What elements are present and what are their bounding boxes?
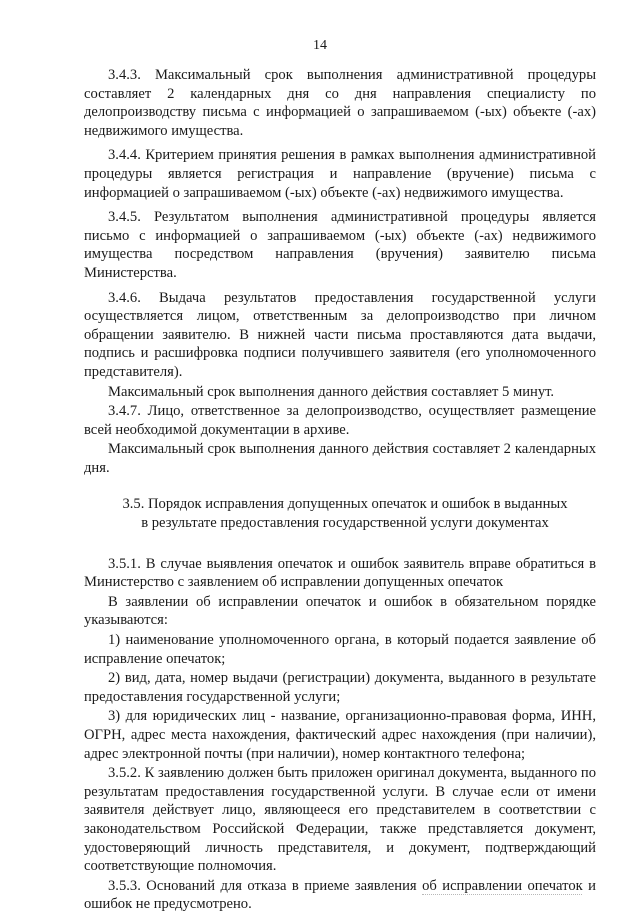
paragraph-3-4-5: 3.4.5. Результатом выполнения административной процедуры является письмо с информацией о запрашиваемом (-ых) объекте (-ах) недвижимого имущества посредством направления (вручения) заявителю письма Министерства. [84, 209, 596, 281]
document-body [84, 66, 596, 915]
paragraph-3-4-7: 3.4.7. Лицо, ответственное за делопроизводство, осуществляет размещение всей необходимой документации в архиве. [84, 403, 596, 438]
paragraph-application-contents: В заявлении об исправлении опечаток и ошибок в обязательном порядке указываются: [84, 593, 596, 629]
paragraph-3-4-4: 3.4.4. Критерием принятия решения в рамках выполнения административной процедуры является регистрация и направление (вручение) письма с информацией о запрашиваемом (-ых) объекте (-ах) недвижимого имущества. [84, 147, 596, 201]
paragraph-3-4-6: 3.4.6. Выдача результатов предоставления государственной услуги осуществляется лицом, ответственным за делопроизводство при личном обращении заявителю. В нижней части письма проставляются дата выдачи, подпись и расшифровка подписи получившего заявителя (его уполномоченного представителя). [84, 289, 596, 380]
paragraph-3-4-3: 3.4.3. Максимальный срок выполнения административной процедуры составляет 2 календарных дня со дня направления специалисту по делопроизводству письма с информацией о запрашиваемом (-ых) объекте (-ах) недвижимого имущества. [84, 67, 596, 139]
paragraph-max-time-5-min: Максимальный срок выполнения данного действия составляет 5 минут. [108, 383, 555, 400]
list-item-2: 2) вид, дата, номер выдачи (регистрации) документа, выданного в результате предоставления государственной услуги; [84, 670, 596, 705]
scan-artifact-line [422, 894, 582, 896]
section-heading-3-5: 3.5. Порядок исправления допущенных опечаток и ошибок в выданных в результате предоставления государственной услуги документах [122, 496, 568, 532]
paragraph-3-5-1: 3.5.1. В случае выявления опечаток и ошибок заявитель вправе обратиться в Министерство с заявлением об исправлении допущенных опечаток [84, 555, 596, 591]
paragraph-max-time-2-days: Максимальный срок выполнения данного действия составляет 2 календарных дня. [84, 441, 596, 476]
page-number: 14 [313, 38, 327, 53]
paragraph-3-5-3: 3.5.3. Оснований для отказа в приеме заявления об исправлении опечаток и ошибок не предусмотрено. [84, 877, 596, 913]
list-item-3: 3) для юридических лиц - название, организационно-правовая форма, ИНН, ОГРН, адрес места нахождения, фактический адрес нахождения (при наличии), адрес электронной почты (при наличии), номер контактного телефона; [84, 708, 596, 762]
paragraph-3-5-2: 3.5.2. К заявлению должен быть приложен оригинал документа, выданного по результатам предоставления государственной услуги. В случае если от имени заявителя действует лицо, являющееся его представителем в соответствии с законодательством Российской Федерации, также представляется документ, удостоверяющий личность представителя, и документ, подтверждающий соответствующие полномочия. [84, 765, 596, 875]
list-item-1: 1) наименование уполномоченного органа, в который подается заявление об исправление опечаток; [84, 632, 596, 667]
